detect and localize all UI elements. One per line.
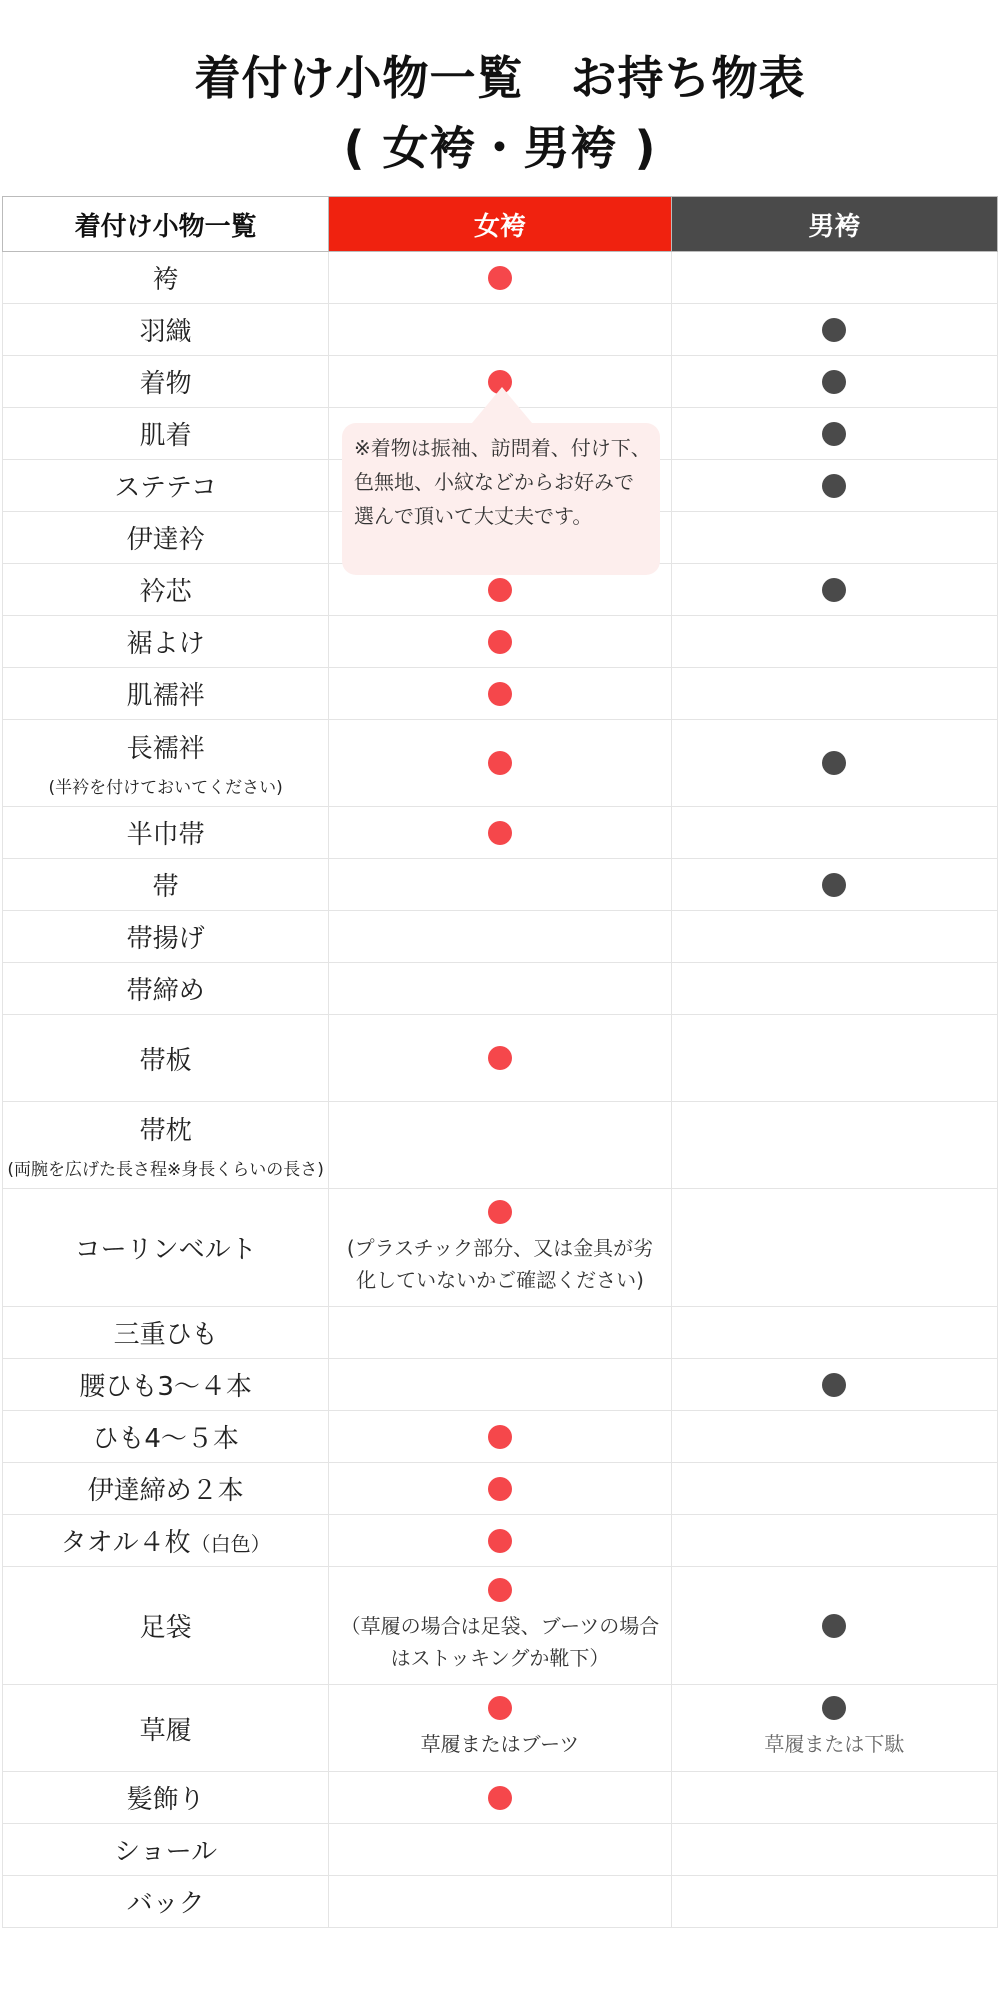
item-name-cell — [3, 304, 329, 356]
men-cell — [671, 356, 997, 408]
item-name: 長襦袢 — [126, 734, 205, 764]
table-row — [3, 911, 998, 963]
item-name-cell — [3, 1515, 329, 1567]
item-name-subnote: (半衿を付けておいてください) — [48, 778, 283, 798]
women-cell — [329, 1102, 671, 1189]
item-name: 帯揚げ — [126, 924, 205, 954]
item-name-cell — [3, 1463, 329, 1515]
men-cell — [671, 1015, 997, 1102]
women-required-dot — [488, 1477, 512, 1501]
item-name: コーリンベルト — [74, 1235, 257, 1265]
item-name: 帯枕 — [139, 1116, 192, 1146]
women-cell — [329, 1411, 671, 1463]
item-name-cell — [3, 1824, 329, 1876]
table-row — [3, 616, 998, 668]
women-cell — [329, 1515, 671, 1567]
men-cell — [671, 911, 997, 963]
table-row — [3, 1015, 998, 1102]
women-note: 草履またはブーツ — [420, 1732, 580, 1756]
page-title: 着付け小物一覧 お持ち物表 — [194, 51, 806, 105]
item-name: 帯締め — [126, 976, 205, 1006]
item-name-cell — [3, 720, 329, 807]
header-women: 女袴 — [329, 197, 671, 252]
item-name: 伊達締め２本 — [87, 1476, 244, 1506]
men-required-dot — [822, 1373, 846, 1397]
table-row — [3, 1463, 998, 1515]
table-row — [3, 1515, 998, 1567]
table-row — [3, 807, 998, 859]
women-cell — [329, 1359, 671, 1411]
item-name-cell — [3, 1189, 329, 1307]
item-name: バック — [126, 1889, 205, 1919]
item-name-cell — [3, 807, 329, 859]
item-name-cell — [3, 1685, 329, 1772]
table-row — [3, 1567, 998, 1685]
item-name-cell — [3, 616, 329, 668]
men-cell — [671, 1772, 997, 1824]
header-item: 着付け小物一覧 — [3, 197, 329, 252]
item-name-cell — [3, 356, 329, 408]
men-cell — [671, 408, 997, 460]
item-name-cell — [3, 1567, 329, 1685]
women-cell — [329, 963, 671, 1015]
item-name: ステテコ — [114, 473, 217, 503]
women-required-dot — [488, 1529, 512, 1553]
men-cell — [671, 252, 997, 304]
item-name-cell — [3, 1411, 329, 1463]
men-cell — [671, 1515, 997, 1567]
women-cell — [329, 252, 671, 304]
men-cell — [671, 668, 997, 720]
table-row — [3, 304, 998, 356]
item-name: 草履 — [139, 1715, 192, 1746]
item-name: 袴 — [152, 265, 179, 295]
item-name-cell — [3, 1772, 329, 1824]
men-cell — [671, 859, 997, 911]
women-cell — [329, 1307, 671, 1359]
item-name: 三重ひも — [113, 1320, 218, 1350]
table-header-row — [3, 197, 998, 252]
women-required-dot — [488, 1696, 512, 1720]
women-required-dot — [488, 578, 512, 602]
item-name-cell — [3, 668, 329, 720]
women-cell — [329, 1772, 671, 1824]
men-required-dot — [822, 873, 846, 897]
item-name-note: （白色） — [190, 1532, 271, 1556]
item-name-cell — [3, 512, 329, 564]
men-cell — [671, 616, 997, 668]
header-men: 男袴 — [671, 197, 997, 252]
item-name: 帯 — [152, 872, 179, 902]
item-name-cell — [3, 1307, 329, 1359]
men-required-dot — [822, 1696, 846, 1720]
item-name-cell — [3, 1876, 329, 1928]
page-subtitle: ( 女袴・男袴 ) — [343, 121, 657, 175]
item-name-cell — [3, 408, 329, 460]
item-name-cell — [3, 1102, 329, 1189]
men-cell — [671, 1411, 997, 1463]
men-note: 草履または下駄 — [764, 1732, 905, 1756]
item-name: 裾よけ — [126, 629, 205, 659]
women-cell — [329, 1876, 671, 1928]
women-required-dot — [488, 1046, 512, 1070]
item-name: 肌襦袢 — [126, 681, 205, 711]
women-cell — [329, 616, 671, 668]
men-cell — [671, 460, 997, 512]
women-note: (プラスチック部分、又は金具が劣化していないかご確認ください) — [346, 1235, 654, 1292]
men-cell — [671, 1824, 997, 1876]
women-required-dot — [488, 682, 512, 706]
women-required-dot — [488, 1786, 512, 1810]
item-name: 半巾帯 — [126, 820, 205, 850]
women-required-dot — [488, 1200, 512, 1224]
item-name-cell — [3, 1359, 329, 1411]
table-row — [3, 1876, 998, 1928]
men-cell — [671, 1463, 997, 1515]
table-row — [3, 1189, 998, 1307]
men-cell — [671, 1876, 997, 1928]
men-cell — [671, 564, 997, 616]
table-row — [3, 1411, 998, 1463]
page-header — [0, 0, 1000, 195]
women-required-dot — [488, 821, 512, 845]
item-name-cell — [3, 859, 329, 911]
men-required-dot — [822, 1614, 846, 1638]
women-cell — [329, 859, 671, 911]
item-name: 足袋 — [139, 1613, 192, 1643]
women-note: （草履の場合は足袋、ブーツの場合はストッキングか靴下） — [340, 1613, 660, 1670]
table-row — [3, 1359, 998, 1411]
item-name-subnote: (両腕を広げた長さ程※身長くらいの長さ) — [7, 1160, 324, 1180]
item-name: 衿芯 — [139, 577, 192, 607]
women-required-dot — [488, 751, 512, 775]
women-cell — [329, 1015, 671, 1102]
item-name: 着物 — [139, 369, 192, 399]
men-required-dot — [822, 751, 846, 775]
table-row — [3, 668, 998, 720]
item-name: 羽織 — [139, 317, 192, 347]
item-name: ひも4〜５本 — [92, 1424, 239, 1454]
men-cell — [671, 1359, 997, 1411]
women-required-dot — [488, 1578, 512, 1602]
item-name: タオル４枚 — [60, 1528, 191, 1558]
men-cell — [671, 304, 997, 356]
table-row — [3, 720, 998, 807]
men-required-dot — [822, 422, 846, 446]
table-row — [3, 252, 998, 304]
men-cell — [671, 1685, 997, 1772]
women-required-dot — [488, 630, 512, 654]
men-cell — [671, 1307, 997, 1359]
table-row — [3, 963, 998, 1015]
table-row — [3, 1824, 998, 1876]
table-row — [3, 1772, 998, 1824]
women-cell — [329, 1463, 671, 1515]
kimono-note-callout — [342, 423, 660, 575]
women-cell — [329, 911, 671, 963]
item-name-cell — [3, 1015, 329, 1102]
item-name-cell — [3, 963, 329, 1015]
men-cell — [671, 1567, 997, 1685]
men-cell — [671, 512, 997, 564]
men-cell — [671, 807, 997, 859]
table-row — [3, 1102, 998, 1189]
women-cell — [329, 807, 671, 859]
item-name-cell — [3, 252, 329, 304]
women-required-dot — [488, 266, 512, 290]
men-required-dot — [822, 474, 846, 498]
men-required-dot — [822, 578, 846, 602]
table-row — [3, 859, 998, 911]
item-name-cell — [3, 460, 329, 512]
men-cell — [671, 1189, 997, 1307]
women-cell — [329, 1685, 671, 1772]
item-name: 髪飾り — [126, 1785, 205, 1815]
men-cell — [671, 1102, 997, 1189]
women-cell — [329, 1189, 671, 1307]
men-cell — [671, 963, 997, 1015]
table-row — [3, 1307, 998, 1359]
women-required-dot — [488, 1425, 512, 1449]
item-name: 伊達衿 — [126, 525, 205, 555]
women-cell — [329, 720, 671, 807]
item-name-cell — [3, 911, 329, 963]
women-cell — [329, 1567, 671, 1685]
item-name-cell — [3, 564, 329, 616]
item-name: 肌着 — [139, 421, 192, 451]
men-required-dot — [822, 370, 846, 394]
table-row — [3, 1685, 998, 1772]
women-cell — [329, 668, 671, 720]
item-name: 腰ひも3〜４本 — [79, 1372, 252, 1402]
men-required-dot — [822, 318, 846, 342]
item-name: ショール — [114, 1837, 218, 1867]
men-cell — [671, 720, 997, 807]
item-name: 帯板 — [139, 1045, 192, 1076]
women-cell — [329, 1824, 671, 1876]
callout-text: ※着物は振袖、訪問着、付け下、色無地、小紋などからお好みで選んで頂いて大丈夫です。 — [354, 436, 651, 528]
women-cell — [329, 304, 671, 356]
